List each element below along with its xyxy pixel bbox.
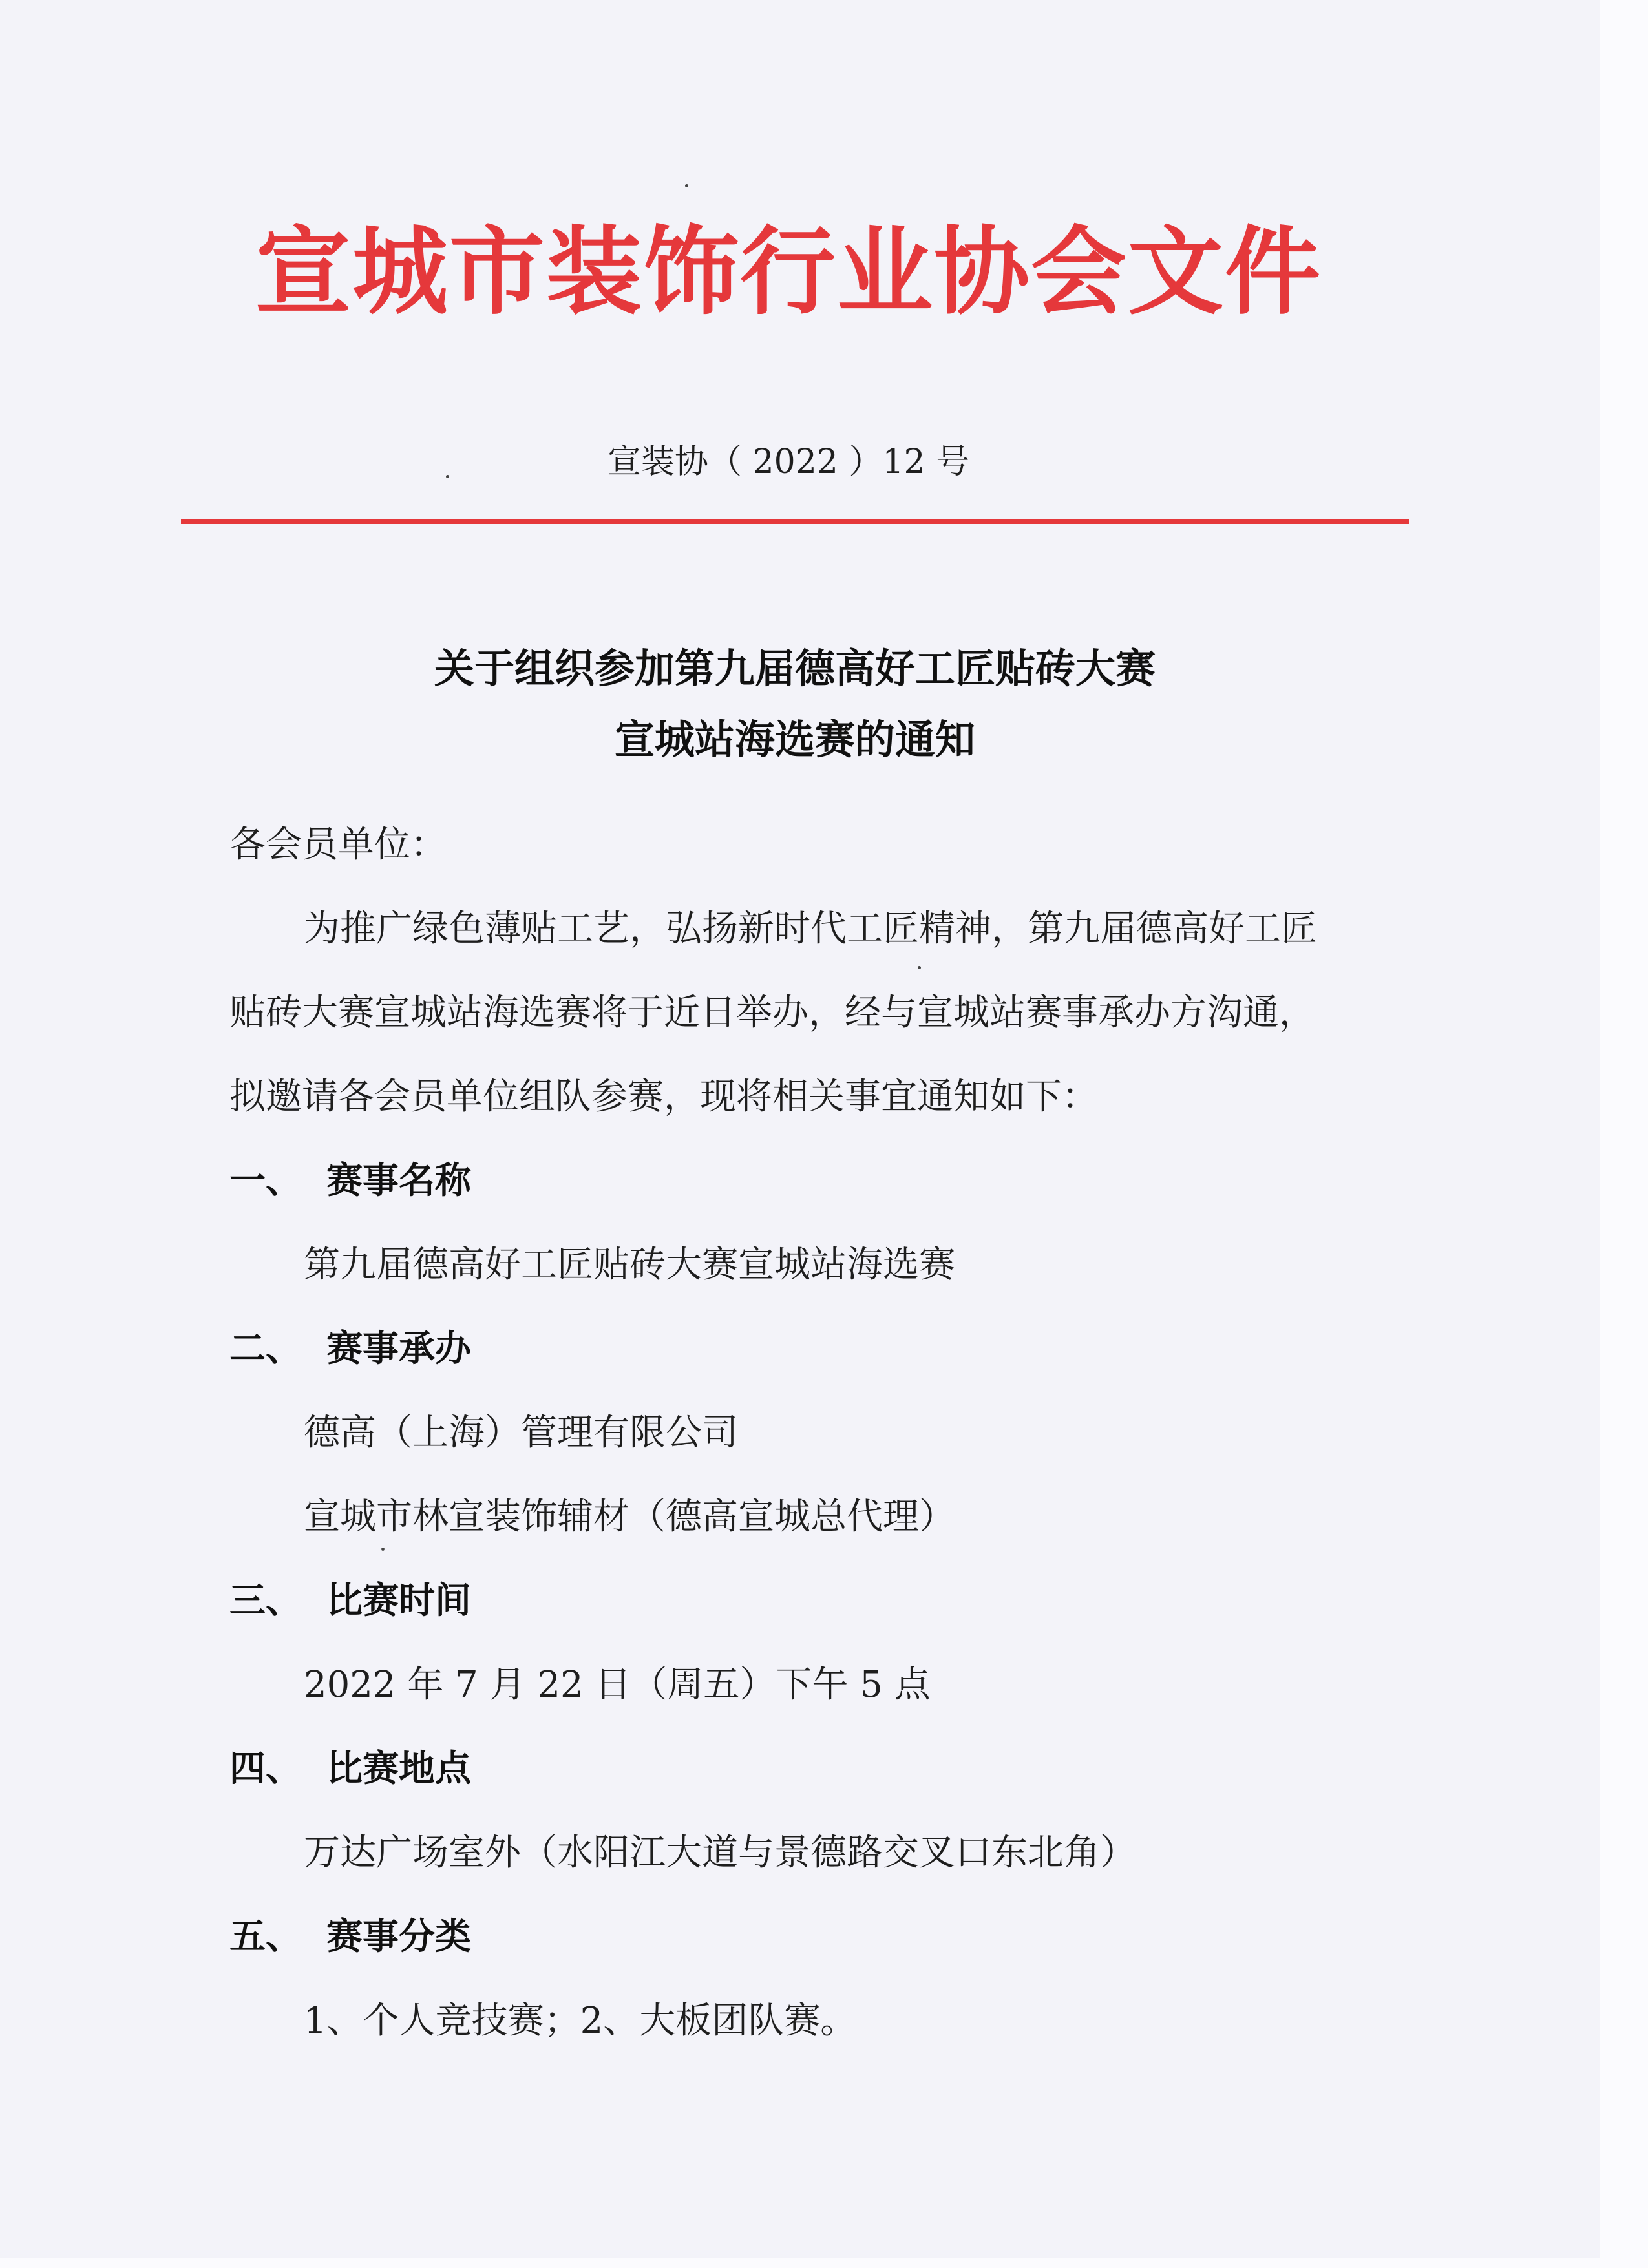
section-number: 二、: [229, 1328, 302, 1370]
intro-line-3: 拟邀请各会员单位组队参赛，现将相关事宜通知如下：: [229, 1076, 1098, 1118]
red-divider: [181, 519, 1409, 524]
org-title: 宣城市装饰行业协会文件: [255, 215, 1322, 328]
section-4-line-1: 万达广场室外（水阳江大道与景德路交叉口东北角）: [304, 1832, 1136, 1874]
scan-speck: [381, 1548, 385, 1551]
section-3-line-1: 2022 年 7 月 22 日（周五）下午 5 点: [304, 1664, 931, 1706]
section-heading-5: [229, 1911, 471, 1963]
notice-title-line-1: 关于组织参加第九届德高好工匠贴砖大赛: [434, 645, 1156, 692]
section-number: 四、: [229, 1748, 302, 1790]
section-number: 三、: [229, 1580, 302, 1622]
section-5-line-1: 1、个人竞技赛；2、大板团队赛。: [304, 2000, 857, 2042]
doc-number: 宣装协（ 2022 ）12 号: [607, 443, 970, 481]
section-title: 赛事承办: [326, 1328, 471, 1370]
scan-speck: [446, 475, 449, 478]
section-2-line-2: 宣城市林宣装饰辅材（德高宣城总代理）: [304, 1496, 955, 1538]
section-heading-2: [229, 1323, 471, 1375]
notice-title-line-2: 宣城站海选赛的通知: [614, 716, 975, 763]
section-2-line-1: 德高（上海）管理有限公司: [304, 1412, 738, 1454]
section-number: 五、: [229, 1916, 302, 1958]
section-1-line-1: 第九届德高好工匠贴砖大赛宣城站海选赛: [304, 1244, 955, 1286]
scanner-margin-bottom: [0, 2258, 1648, 2268]
scan-speck: [918, 966, 921, 969]
section-title: 赛事分类: [326, 1916, 471, 1958]
section-title: 比赛时间: [326, 1580, 471, 1622]
section-number: 一、: [229, 1160, 302, 1202]
intro-line-1: 为推广绿色薄贴工艺，弘扬新时代工匠精神，第九届德高好工匠: [304, 908, 1317, 950]
intro-line-2: 贴砖大赛宣城站海选赛将于近日举办，经与宣城站赛事承办方沟通，: [229, 992, 1315, 1034]
scan-speck: [685, 184, 688, 187]
scanner-margin-right: [1600, 0, 1648, 2268]
section-title: 比赛地点: [326, 1748, 471, 1790]
salutation: 各会员单位：: [229, 824, 447, 866]
section-heading-4: [229, 1743, 471, 1795]
section-title: 赛事名称: [326, 1160, 471, 1202]
section-heading-3: [229, 1575, 471, 1627]
section-heading-1: [229, 1155, 471, 1207]
